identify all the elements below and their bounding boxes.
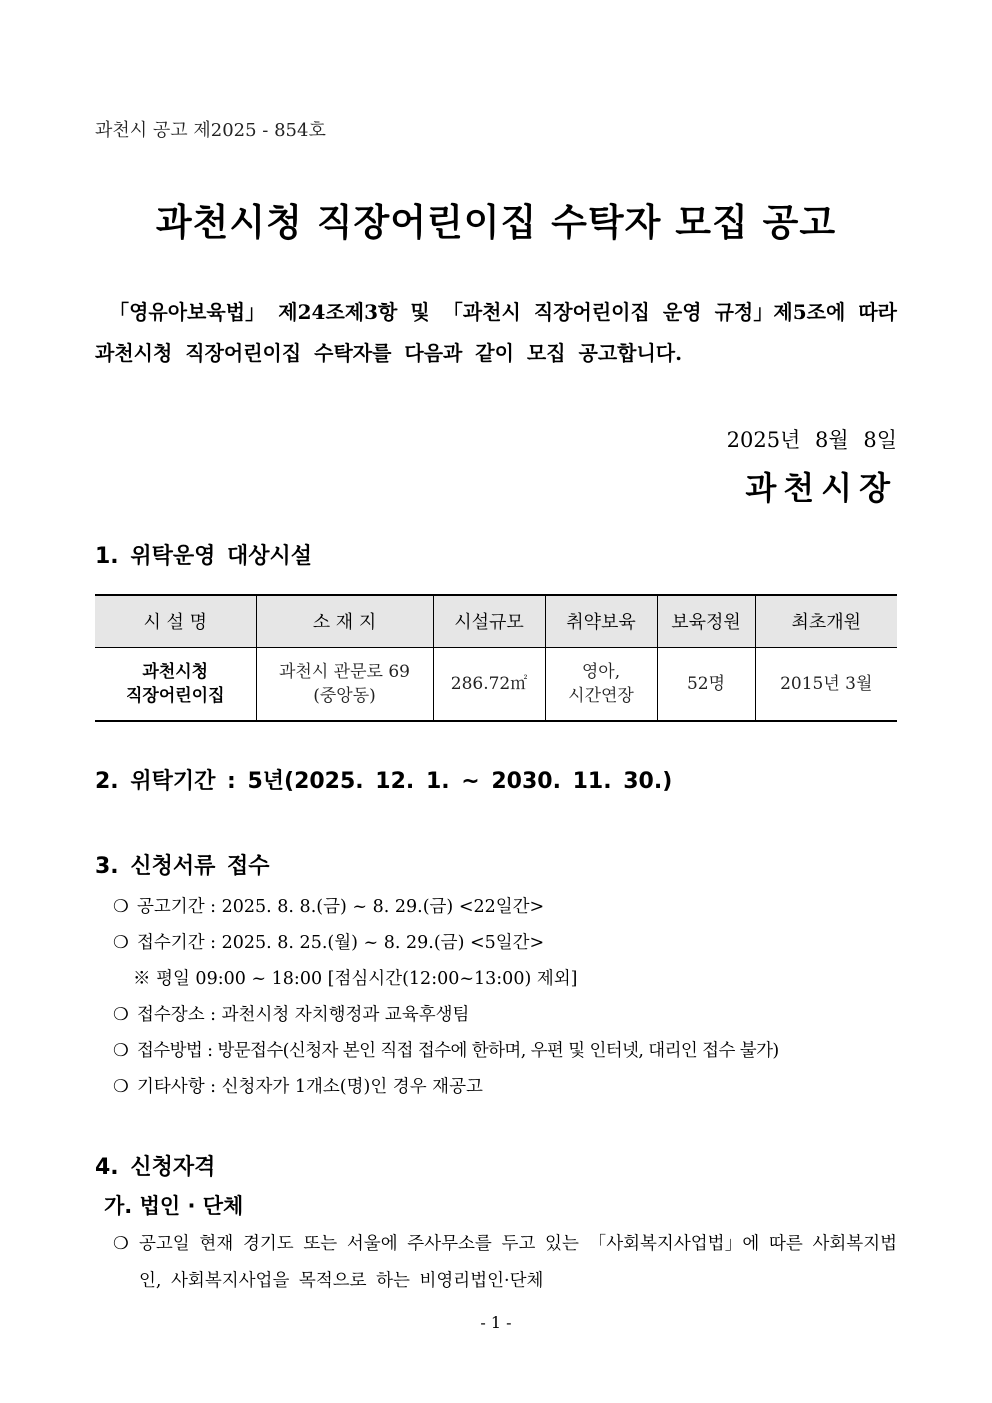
table-header-row — [95, 595, 897, 647]
list-item-text: 공고기간 : 2025. 8. 8.(금) ~ 8. 29.(금) <22일간> — [137, 897, 545, 917]
notice-number: 과천시 공고 제2025 - 854호 — [95, 120, 326, 141]
facility-name-line2: 직장어린이집 — [125, 685, 225, 706]
list-item — [113, 1037, 779, 1062]
list-item — [113, 1073, 483, 1098]
header-first-opened: 최초개원 — [755, 595, 897, 647]
facility-name-line1: 과천시청 — [142, 661, 209, 682]
section4-item — [113, 1226, 897, 1300]
care-line1: 영아, — [581, 661, 621, 682]
section3-heading: 3. 신청서류 접수 — [95, 854, 270, 879]
intro-paragraph: 「영유아보육법」 제24조제3항 및 「과천시 직장어린이집 운영 규정」제5조에 따라 과천시청 직장어린이집 수탁자를 다음과 같이 모집 공고합니다. — [95, 300, 897, 365]
header-facility-name: 시 설 명 — [95, 595, 256, 647]
bullet-circle-icon: ❍ — [113, 933, 129, 953]
list-item-text: 접수기간 : 2025. 8. 25.(월) ~ 8. 29.(금) <5일간> — [137, 933, 545, 953]
list-item-text: 접수장소 : 과천시청 자치행정과 교육후생팀 — [137, 1005, 470, 1025]
list-item — [113, 1001, 469, 1026]
care-line2: 시간연장 — [568, 685, 634, 706]
section2-heading: 2. 위탁기간 : 5년(2025. 12. 1. ~ 2030. 11. 30.) — [95, 769, 673, 794]
cell-first-opened: 2015년 3월 — [755, 647, 897, 721]
bullet-circle-icon: ❍ — [113, 1005, 129, 1025]
bullet-circle-icon: ❍ — [113, 1234, 129, 1254]
header-address: 소 재 지 — [256, 595, 433, 647]
facility-table — [95, 594, 897, 722]
cell-vulnerable-care — [545, 647, 657, 721]
section4-heading: 4. 신청자격 — [95, 1155, 216, 1180]
cell-capacity: 52명 — [657, 647, 755, 721]
bullet-circle-icon: ❍ — [113, 897, 129, 917]
cell-address — [256, 647, 433, 721]
table-row — [95, 647, 897, 721]
cell-facility-name — [95, 647, 256, 721]
list-item — [113, 893, 544, 918]
section4-item-text: 공고일 현재 경기도 또는 서울에 주사무소를 두고 있는 「사회복지사업법」에 따른 사회복지법인, 사회복지사업을 목적으로 하는 비영리법인·단체 — [139, 1234, 897, 1291]
list-item — [113, 929, 544, 954]
address-line2: (중앙동) — [313, 685, 376, 706]
notice-date: 2025년 8월 8일 — [726, 428, 897, 452]
header-size: 시설규모 — [433, 595, 545, 647]
page-number: - 1 - — [480, 1313, 512, 1332]
address-line1: 과천시 관문로 69 — [279, 661, 410, 682]
document-title: 과천시청 직장어린이집 수탁자 모집 공고 — [155, 201, 837, 244]
cell-size: 286.72㎡ — [433, 647, 545, 721]
bullet-circle-icon: ❍ — [113, 1077, 129, 1097]
issuer-name: 과천시장 — [745, 469, 897, 507]
list-item-text: 기타사항 : 신청자가 1개소(명)인 경우 재공고 — [137, 1077, 483, 1097]
header-capacity: 보육정원 — [657, 595, 755, 647]
hours-note: ※ 평일 09:00 ~ 18:00 [점심시간(12:00~13:00) 제외] — [133, 969, 578, 989]
section4-subheading: 가. 법인 · 단체 — [104, 1194, 244, 1218]
section1-heading: 1. 위탁운영 대상시설 — [95, 544, 312, 569]
bullet-circle-icon: ❍ — [113, 1041, 129, 1061]
header-vulnerable-care: 취약보육 — [545, 595, 657, 647]
list-item-text: 접수방법 : 방문접수(신청자 본인 직접 접수에 한하며, 우편 및 인터넷, 대리인 접수 불가) — [137, 1041, 779, 1061]
